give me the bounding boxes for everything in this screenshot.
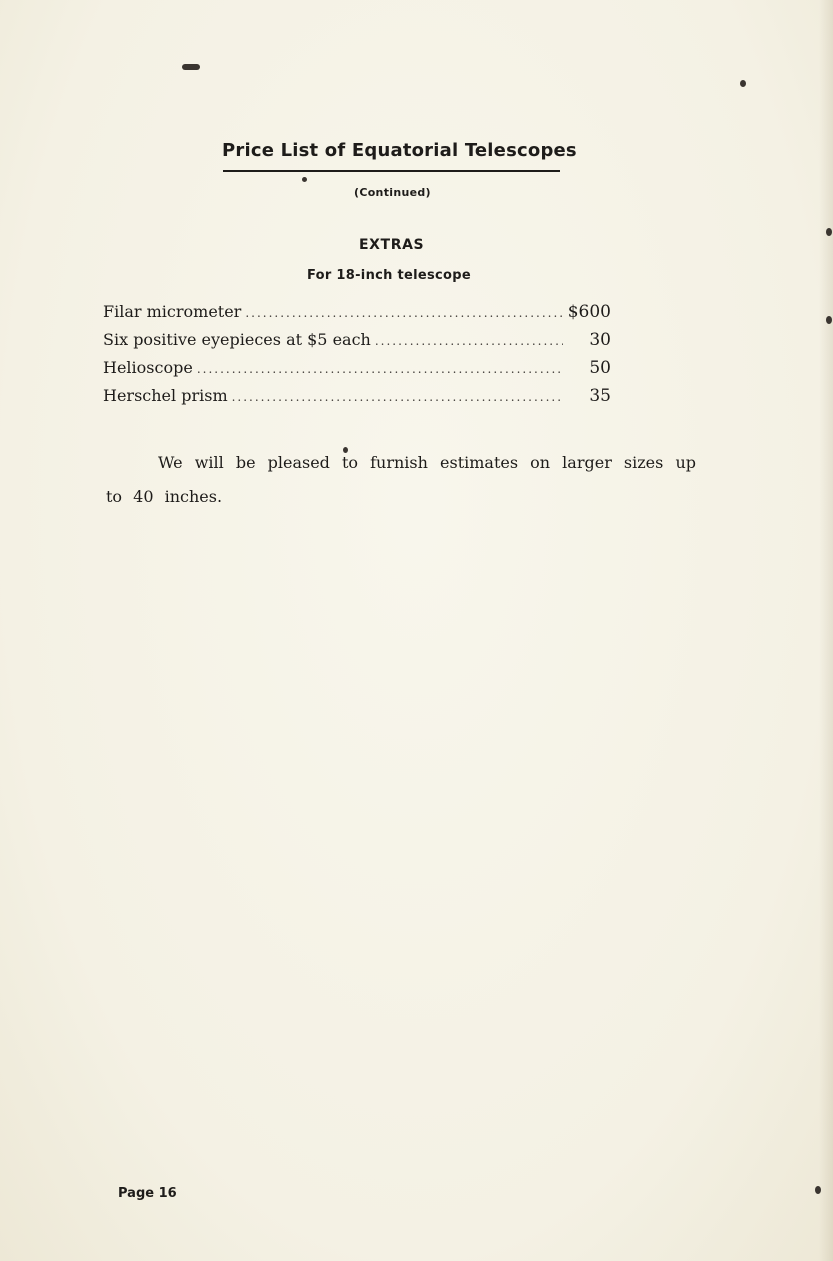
item-price: 35 bbox=[589, 386, 611, 406]
scan-speck bbox=[826, 316, 832, 324]
price-list bbox=[103, 298, 611, 410]
scan-speck bbox=[815, 1186, 821, 1194]
item-label: Six positive eyepieces at $5 each bbox=[103, 330, 371, 349]
price-row bbox=[103, 326, 611, 354]
item-price: 30 bbox=[589, 330, 611, 350]
price-row bbox=[103, 382, 611, 410]
scan-speck bbox=[826, 228, 832, 236]
item-label: Herschel prism bbox=[103, 386, 228, 405]
continued-note: (Continued) bbox=[354, 186, 431, 199]
scan-speck bbox=[182, 64, 200, 70]
item-price: 50 bbox=[589, 358, 611, 378]
dot-leader bbox=[245, 299, 563, 327]
price-row bbox=[103, 298, 611, 326]
section-heading: EXTRAS bbox=[359, 237, 425, 253]
dot-leader bbox=[232, 383, 563, 411]
section-subheading: For 18-inch telescope bbox=[307, 268, 472, 283]
item-label: Helioscope bbox=[103, 358, 193, 377]
scan-speck bbox=[740, 80, 746, 87]
estimates-note: We will be pleased to furnish estimates on larger sizes up to 40 inches. bbox=[106, 453, 696, 506]
item-price: $600 bbox=[567, 302, 611, 322]
item-label: Filar micrometer bbox=[103, 302, 242, 321]
page-title: Price List of Equatorial Telescopes bbox=[222, 140, 577, 161]
page-edge-shadow bbox=[819, 0, 833, 1261]
price-row bbox=[103, 354, 611, 382]
dot-leader bbox=[197, 355, 563, 383]
dot-leader bbox=[375, 327, 563, 355]
title-underline bbox=[223, 170, 560, 172]
page-number: Page 16 bbox=[118, 1186, 177, 1201]
scan-speck bbox=[302, 177, 307, 182]
